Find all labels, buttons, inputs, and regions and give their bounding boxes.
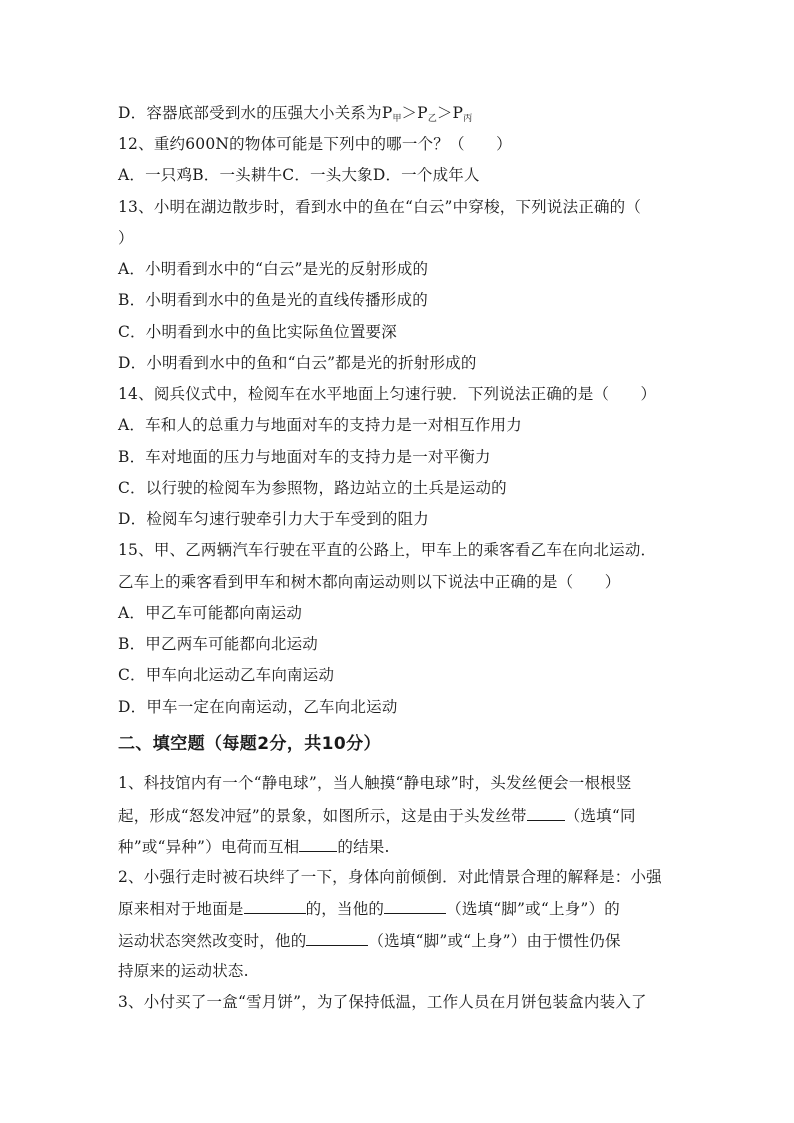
f2-line3 bbox=[118, 930, 688, 951]
q14-stem: 14、阅兵仪式中，检阅车在水平地面上匀速行驶．下列说法正确的是（ ） bbox=[118, 385, 657, 403]
q13-stem-line1: 13、小明在湖边散步时，看到水中的鱼在“白云”中穿梭，下列说法正确的（ bbox=[118, 198, 642, 216]
q15-option-d: D．甲车一定在向南运动，乙车向北运动 bbox=[118, 698, 398, 716]
f1-line2-text-b: （选填“同 bbox=[564, 807, 636, 825]
q11-gt-1: ＞P bbox=[401, 104, 428, 122]
f2-line3-text-a: 运动状态突然改变时，他的 bbox=[118, 932, 307, 950]
q15-stem-line2: 乙车上的乘客看到甲车和树木都向南运动则以下说法中正确的是（ ） bbox=[118, 573, 621, 591]
q13-option-d: D．小明看到水中的鱼和“白云”都是光的折射形成的 bbox=[118, 354, 477, 372]
q13-option-a: A．小明看到水中的“白云”是光的反射形成的 bbox=[118, 260, 429, 278]
q11-option-d bbox=[118, 103, 688, 126]
section-heading: 二、填空题（每题2分，共10分） bbox=[118, 734, 381, 754]
answer-blank bbox=[244, 898, 306, 914]
q13-stem-line2: ） bbox=[118, 229, 134, 247]
f2-line2-text-c: （选填“脚”或“上身”）的 bbox=[446, 900, 620, 918]
q15-option-c: C．甲车向北运动乙车向南运动 bbox=[118, 666, 335, 684]
answer-blank bbox=[527, 805, 565, 821]
answer-blank bbox=[384, 898, 446, 914]
q14-option-c: C．以行驶的检阅车为参照物，路边站立的土兵是运动的 bbox=[118, 479, 507, 497]
f2-line4: 持原来的运动状态. bbox=[118, 962, 249, 980]
q14-option-a: A．车和人的总重力与地面对车的支持力是一对相互作用力 bbox=[118, 416, 522, 434]
q13-option-b: B．小明看到水中的鱼是光的直线传播形成的 bbox=[118, 291, 428, 309]
f1-line3 bbox=[118, 836, 688, 857]
q15-option-a: A．甲乙车可能都向南运动 bbox=[118, 604, 303, 622]
subscript-jia: 甲 bbox=[392, 114, 402, 124]
answer-blank bbox=[299, 836, 337, 852]
answer-blank bbox=[306, 930, 368, 946]
q14-option-b: B．车对地面的压力与地面对车的支持力是一对平衡力 bbox=[118, 448, 491, 466]
q15-option-b: B．甲乙两车可能都向北运动 bbox=[118, 635, 318, 653]
f2-line2-text-a: 原来相对于地面是 bbox=[118, 900, 244, 918]
q12-options: A．一只鸡B．一头耕牛C．一头大象D．一个成年人 bbox=[118, 166, 480, 184]
f1-line1: 1、科技馆内有一个“静电球”，当人触摸“静电球”时，头发丝便会一根根竖 bbox=[118, 774, 632, 792]
f1-line2-text-a: 起，形成“怒发冲冠”的景象，如图所示，这是由于头发丝带 bbox=[118, 807, 527, 825]
f1-line3-text-a: 种”或“异种”）电荷而互相 bbox=[118, 838, 300, 856]
subscript-yi: 乙 bbox=[427, 114, 437, 124]
q12-stem: 12、重约600N的物体可能是下列中的哪一个？（ ） bbox=[118, 135, 512, 153]
q14-option-d: D．检阅车匀速行驶牵引力大于车受到的阻力 bbox=[118, 510, 429, 528]
f2-line2 bbox=[118, 898, 688, 919]
f3-line1: 3、小付买了一盒“雪月饼”，为了保持低温，工作人员在月饼包装盒内装入了 bbox=[118, 993, 647, 1011]
f2-line3-text-b: （选填“脚”或“上身”）由于惯性仍保 bbox=[368, 932, 621, 950]
q13-option-c: C．小明看到水中的鱼比实际鱼位置要深 bbox=[118, 323, 397, 341]
f2-line2-text-b: 的，当他的 bbox=[305, 900, 385, 918]
q11-gt-2: ＞P bbox=[436, 104, 464, 122]
f1-line2 bbox=[118, 805, 688, 826]
f1-line3-text-b: 的结果. bbox=[337, 838, 390, 856]
f2-line1: 2、小强行走时被石块绊了一下，身体向前倾倒．对此情景合理的解释是：小强 bbox=[118, 868, 662, 886]
q11-option-d-text: D．容器底部受到水的压强大小关系为P bbox=[118, 104, 393, 122]
q15-stem-line1: 15、甲、乙两辆汽车行驶在平直的公路上，甲车上的乘客看乙车在向北运动． bbox=[118, 541, 657, 559]
subscript-bing: 丙 bbox=[463, 114, 473, 124]
